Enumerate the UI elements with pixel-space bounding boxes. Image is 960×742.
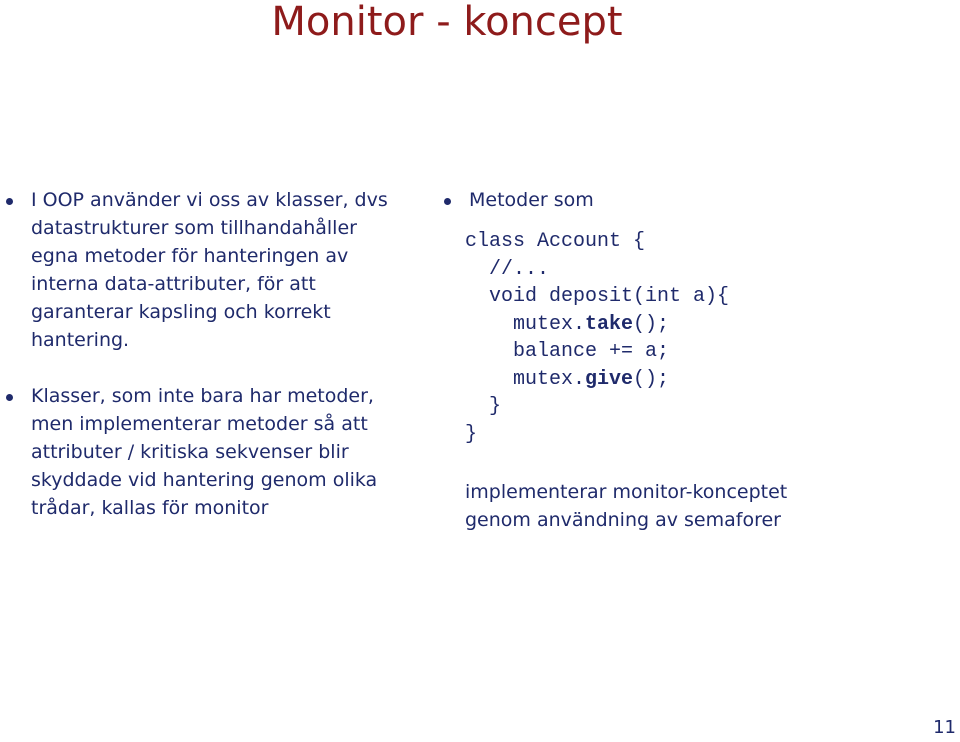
code-line: }: [465, 395, 502, 418]
code-token: ();: [633, 312, 670, 336]
left-column: [0, 186, 410, 522]
code-token: mutex.: [465, 312, 586, 336]
code-line: [465, 311, 938, 339]
code-line: //...: [465, 257, 550, 281]
code-token: ();: [633, 367, 670, 391]
code-keyword-take: take: [585, 312, 634, 336]
code-line: void deposit(int a){: [465, 285, 730, 308]
slide-title: Monitor - koncept: [271, 0, 623, 45]
bullet-oop-classes: I OOP använder vi oss av klasser, dvs datastrukturer som tillhandahåller egna metoder för hanteringen av interna data-attributer, för att garanterar kapsling och korrekt hantering.: [0, 186, 410, 354]
bullet-methods-intro: Metoder som: [438, 186, 938, 214]
code-line: balance += a;: [465, 340, 670, 363]
code-token: mutex.: [465, 367, 586, 391]
monitor-implementation-note: [438, 478, 938, 534]
code-line: }: [465, 422, 478, 446]
note-line-1: implementerar monitor-konceptet: [465, 481, 788, 503]
code-keyword-give: give: [585, 367, 634, 391]
code-block: [438, 228, 938, 448]
bullet-monitor-definition: Klasser, som inte bara har metoder, men implementerar metoder så att attributer / kritiska sekvenser blir skyddade vid hantering genom olika trådar, kallas för monitor: [0, 382, 410, 522]
code-line: class Account {: [465, 230, 646, 253]
code-line: [465, 366, 938, 394]
right-column: [438, 186, 938, 534]
note-line-2: genom användning av semaforer: [465, 509, 781, 531]
page-number: 11: [933, 717, 956, 738]
